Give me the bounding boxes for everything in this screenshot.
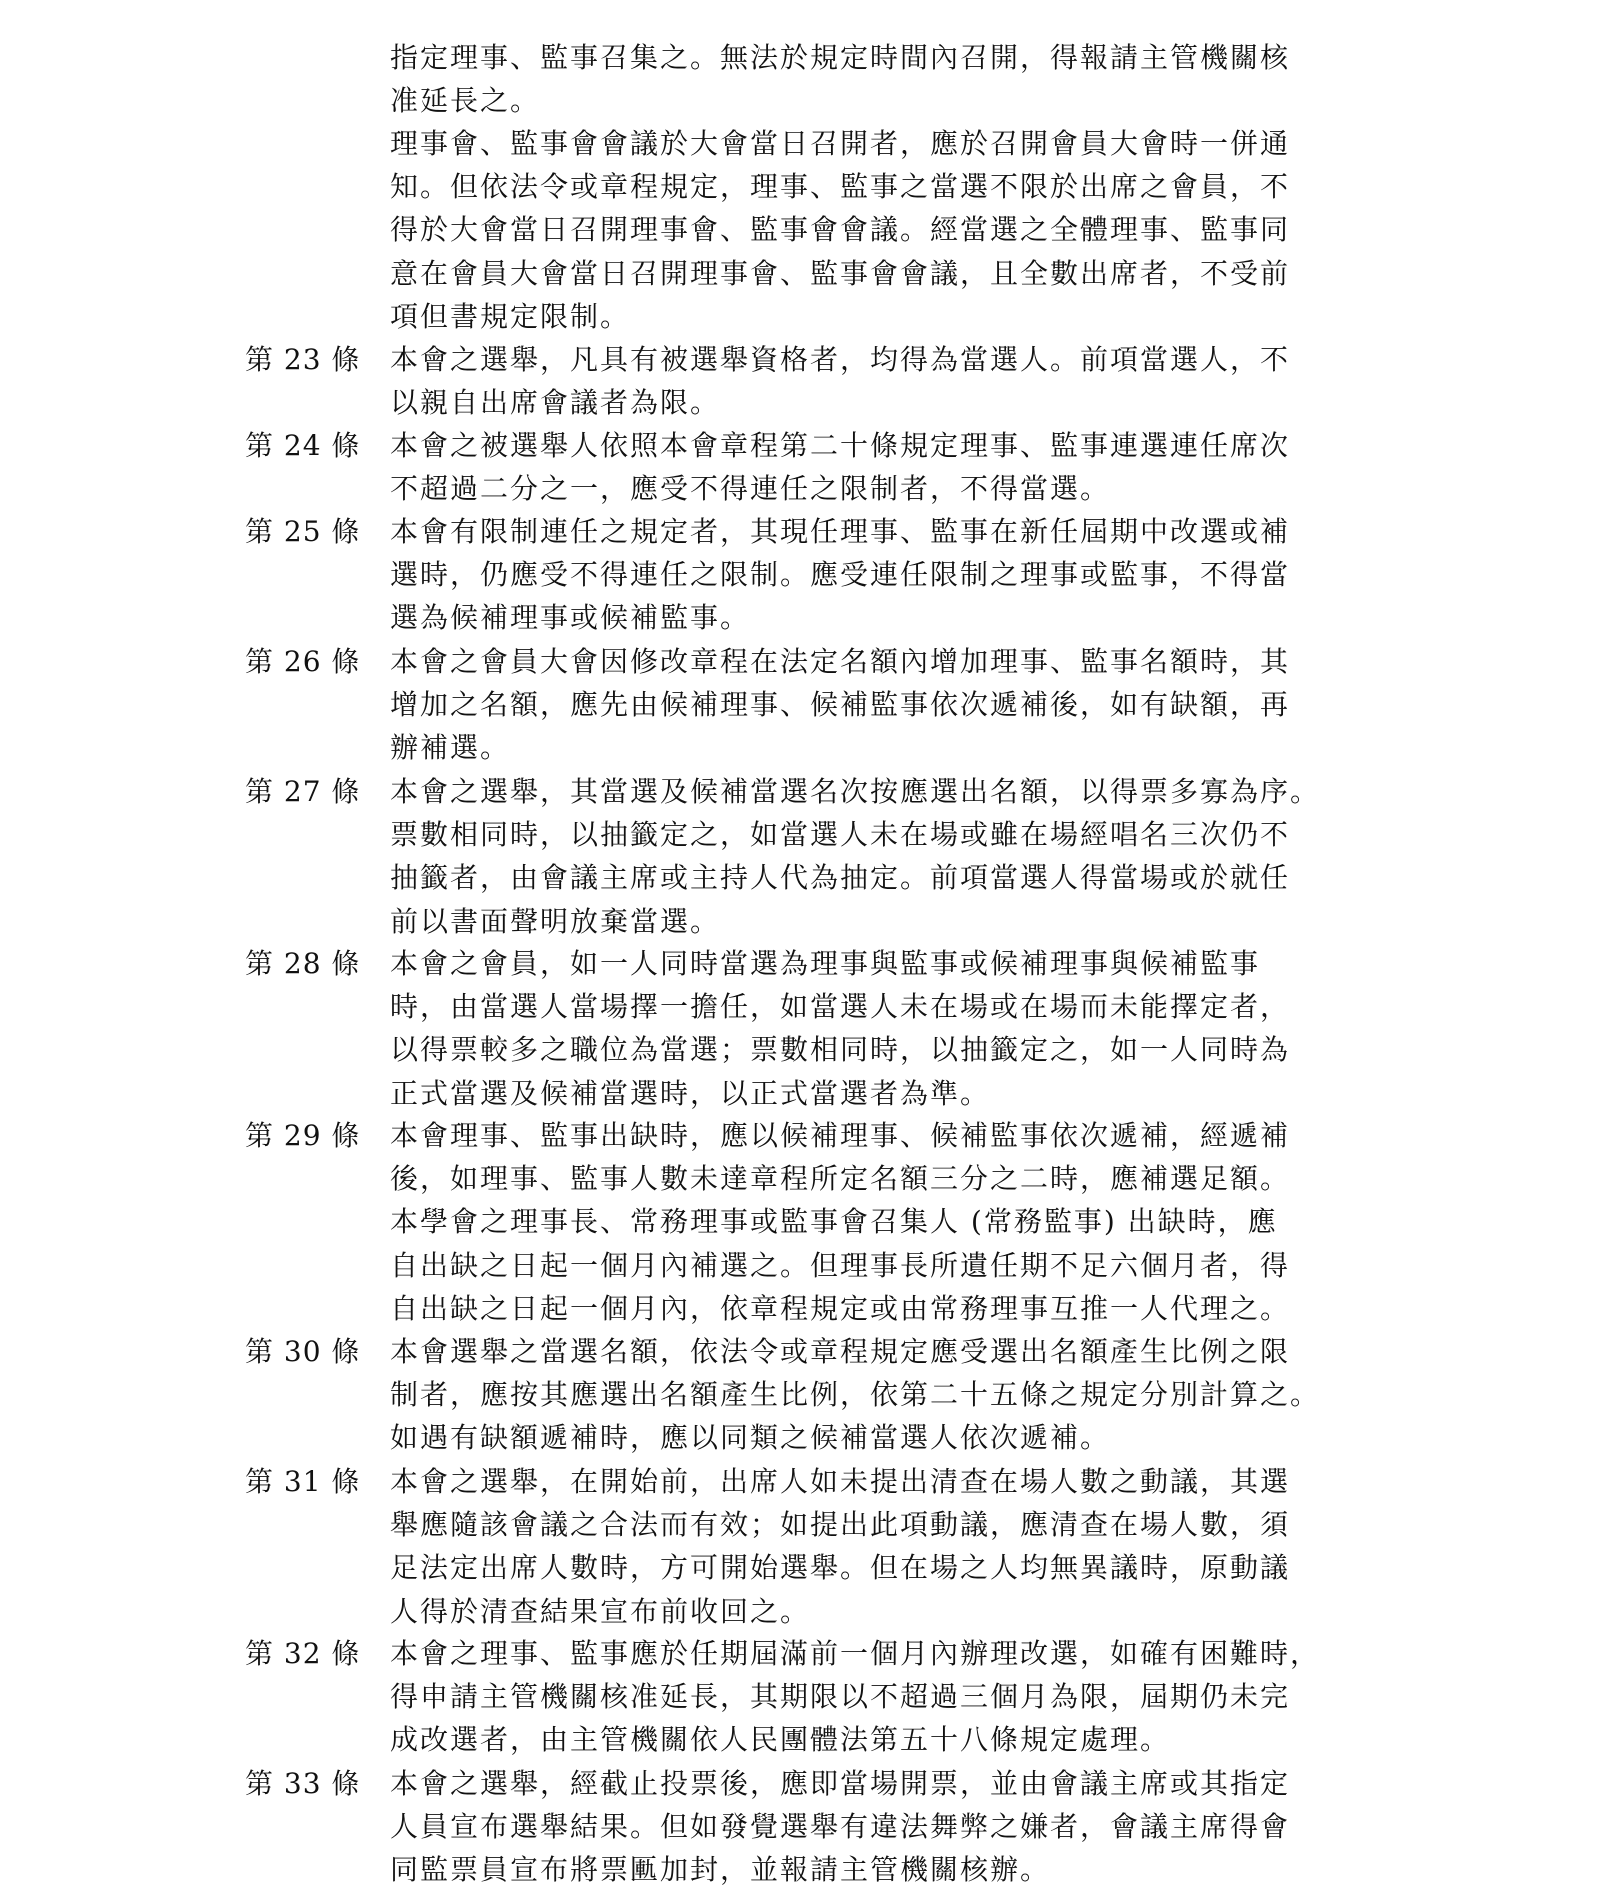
article-text: 本會之被選舉人依照本會章程第二十條規定理事、監事連選連任席次 不超過二分之一，應受不得連任之限制者，不得當選。 — [390, 429, 1291, 506]
article-number: 第 28 條 — [245, 947, 361, 980]
continuation-paragraph-2: 理事會、監事會會議於大會當日召開者，應於召開會員大會時一併通 知。但依法令或章程規定，理事、監事之當選不限於出席之會員，不 得於大會當日召開理事會、監事會會議。經當選之全體理事、監事同 意在會員大會當日召開理事會、監事會會議，且全數出席者，不受前 項但書規定限制。 — [390, 127, 1291, 333]
continuation-paragraph-1: 指定理事、監事召集之。無法於規定時間內召開，得報請主管機關核 准延長之。 — [390, 41, 1291, 118]
article-text: 本會之選舉，在開始前，出席人如未提出清查在場人數之動議，其選 舉應隨該會議之合法而有效；如提出此項動議，應清查在場人數，須 足法定出席人數時，方可開始選舉。但在場之人均無異議時，原動議 人得於清查結果宣布前收回之。 — [390, 1465, 1291, 1628]
article-text: 本會之會員大會因修改章程在法定名額內增加理事、監事名額時，其 增加之名額，應先由候補理事、候補監事依次遞補後，如有缺額，再 辦補選。 — [390, 645, 1291, 765]
article-number: 第 24 條 — [245, 429, 361, 462]
article-text: 本會之理事、監事應於任期屆滿前一個月內辦理改選，如確有困難時， 得申請主管機關核准延長，其期限以不超過三個月為限，屆期仍未完 成改選者，由主管機關依人民團體法第五十八條規定處理。 — [390, 1637, 1321, 1757]
article-text: 本會之選舉，其當選及候補當選名次按應選出名額，以得票多寡為序。 票數相同時，以抽籤定之，如當選人未在場或雖在場經唱名三次仍不 抽籤者，由會議主席或主持人代為抽定。前項當選人得當場或於就任 前以書面聲明放棄當選。 — [390, 775, 1321, 938]
article-number: 第 32 條 — [245, 1637, 361, 1670]
article-number: 第 33 條 — [245, 1767, 361, 1800]
article-number: 第 25 條 — [245, 515, 361, 548]
article-number: 第 30 條 — [245, 1335, 361, 1368]
article-text: 本會之選舉，經截止投票後，應即當場開票，並由會議主席或其指定 人員宣布選舉結果。但如發覺選舉有違法舞弊之嫌者，會議主席得會 同監票員宣布將票匭加封，並報請主管機關核辦。 — [390, 1767, 1291, 1887]
article-number: 第 29 條 — [245, 1119, 361, 1152]
article-number: 第 23 條 — [245, 343, 361, 376]
article-number: 第 27 條 — [245, 775, 361, 808]
article-number: 第 26 條 — [245, 645, 361, 678]
article-text: 本會選舉之當選名額，依法令或章程規定應受選出名額產生比例之限 制者，應按其應選出名額產生比例，依第二十五條之規定分別計算之。 如遇有缺額遞補時，應以同類之候補當選人依次遞補。 — [390, 1335, 1321, 1455]
article-number: 第 31 條 — [245, 1465, 361, 1498]
article-text: 本會之會員，如一人同時當選為理事與監事或候補理事與候補監事 時，由當選人當場擇一擔任，如當選人未在場或在場而未能擇定者， 以得票較多之職位為當選；票數相同時，以抽籤定之，如一人同時為 正式當選及候補當選時，以正式當選者為準。 — [390, 947, 1291, 1110]
article-text: 本會理事、監事出缺時，應以候補理事、候補監事依次遞補，經遞補 後，如理事、監事人數未達章程所定名額三分之二時，應補選足額。 本學會之理事長、常務理事或監事會召集人 (常務監事) 出缺時，應 自出缺之日起一個月內補選之。但理事長所遺任期不足六個月者，得 自出缺之日起一個月內，依章程規定或由常務理事互推一人代理之。 — [390, 1119, 1291, 1325]
article-text: 本會有限制連任之規定者，其現任理事、監事在新任屆期中改選或補 選時，仍應受不得連任之限制。應受連任限制之理事或監事，不得當 選為候補理事或候補監事。 — [390, 515, 1291, 635]
article-text: 本會之選舉，凡具有被選舉資格者，均得為當選人。前項當選人，不 以親自出席會議者為限。 — [390, 343, 1291, 420]
